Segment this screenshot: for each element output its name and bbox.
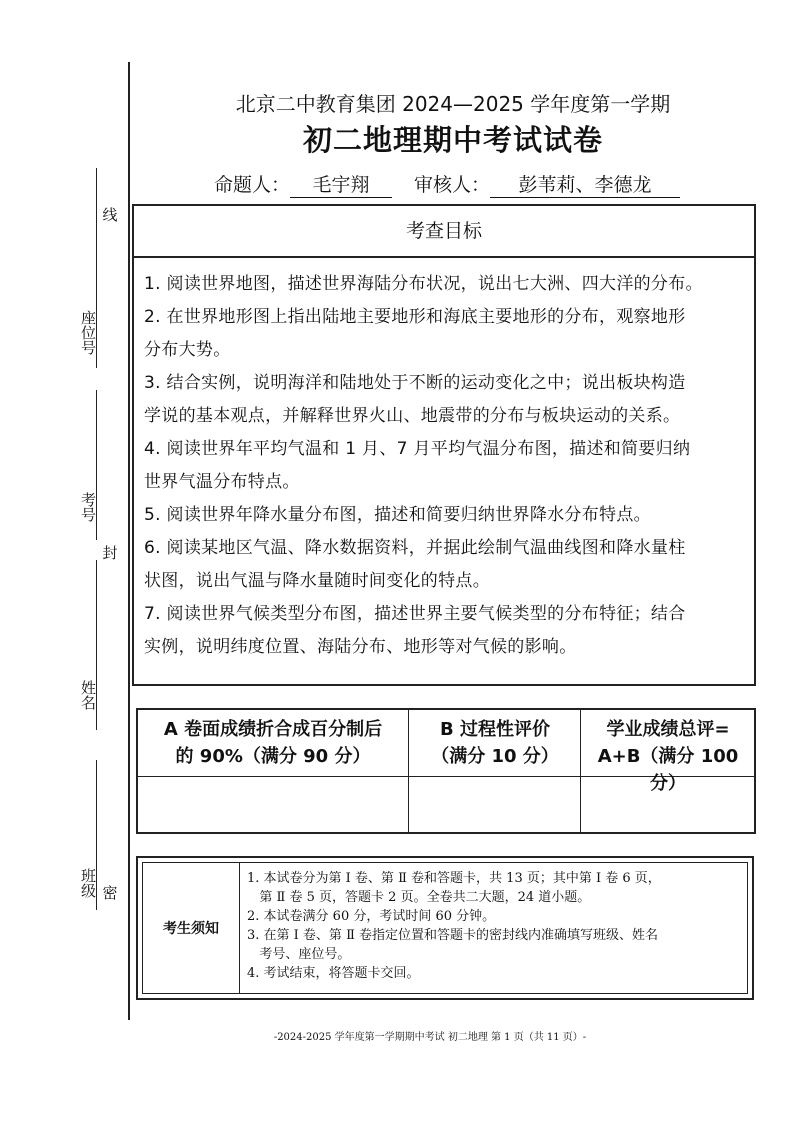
objective-line: 世界气温分布特点。	[144, 472, 300, 492]
name-label: 姓名	[79, 680, 97, 710]
notice-line: 考号、座位号。	[247, 947, 351, 962]
objective-line: 学说的基本观点，并解释世界火山、地震带的分布与板块运动的关系。	[144, 406, 681, 426]
score-cell-b[interactable]	[410, 778, 580, 832]
objective-line: 7. 阅读世界气候类型分布图，描述世界主要气候类型的分布特征；结合	[144, 604, 686, 624]
score-header-b	[410, 716, 580, 770]
seal-char-secret: 密	[102, 884, 118, 902]
authors-line	[214, 170, 680, 198]
page-footer: -2024-2025 学年度第一学期期中考试 初二地理 第 1 页（共 11 页）-	[273, 1032, 587, 1043]
score-header-a-line1: A 卷面成绩折合成百分制后	[163, 719, 383, 740]
objective-line: 3. 结合实例，说明海洋和陆地处于不断的运动变化之中；说出板块构造	[144, 373, 686, 393]
class-label: 班级	[79, 868, 97, 898]
reviewer-label: 审核人：	[414, 174, 491, 196]
score-cell-total[interactable]	[582, 778, 754, 832]
notice-inner-frame	[142, 862, 748, 994]
notice-list	[247, 869, 661, 983]
objective-line: 状图，说出气温与降水量随时间变化的特点。	[144, 571, 490, 591]
score-header-c-line2: A+B（满分 100 分）	[597, 746, 739, 794]
score-header-a-line2: 的 90%（满分 90 分）	[175, 746, 371, 767]
seal-char-seal: 封	[102, 544, 118, 562]
score-header-c-line1: 学业成绩总评=	[606, 719, 730, 740]
objective-line: 5. 阅读世界年降水量分布图，描述和简要归纳世界降水分布特点。	[144, 505, 651, 525]
seal-line	[128, 62, 130, 1020]
reviewer-names: 彭苇莉、李德龙	[490, 170, 680, 198]
objectives-title: 考查目标	[134, 206, 754, 258]
table-divider	[580, 710, 581, 832]
school-title: 北京二中教育集团 2024—2025 学年度第一学期	[235, 92, 671, 116]
score-header-b-line2: （满分 10 分）	[431, 746, 559, 767]
score-header-b-line1: B 过程性评价	[440, 719, 550, 740]
exam-no-label: 考号	[79, 492, 97, 522]
author-name: 毛宇翔	[290, 170, 392, 198]
objective-line: 分布大势。	[144, 340, 231, 360]
notice-label: 考生须知	[143, 863, 240, 993]
seat-label: 座位号	[79, 310, 97, 355]
score-cell-a[interactable]	[138, 778, 408, 832]
score-header-a	[138, 716, 408, 770]
objectives-list	[144, 268, 750, 664]
objective-line: 4. 阅读世界年平均气温和 1 月、7 月平均气温分布图，描述和简要归纳	[144, 439, 691, 459]
author-label: 命题人：	[214, 174, 291, 196]
objectives-box	[132, 204, 756, 686]
objective-line: 实例，说明纬度位置、海陆分布、地形等对气候的影响。	[144, 637, 577, 657]
score-table	[136, 708, 756, 834]
candidate-notice	[136, 856, 754, 1000]
table-divider	[408, 710, 409, 832]
objective-line: 1. 阅读世界地图，描述世界海陆分布状况，说出七大洲、四大洋的分布。	[144, 274, 703, 294]
notice-line: 3. 在第 Ⅰ 卷、第 Ⅱ 卷指定位置和答题卡的密封线内准确填写班级、姓名	[247, 928, 659, 943]
exam-title: 初二地理期中考试试卷	[302, 123, 603, 157]
objective-line: 2. 在世界地形图上指出陆地主要地形和海底主要地形的分布，观察地形	[144, 307, 686, 327]
notice-line: 1. 本试卷分为第 Ⅰ 卷、第 Ⅱ 卷和答题卡，共 13 页；其中第 Ⅰ 卷 6 页，	[247, 871, 661, 886]
notice-line: 第 Ⅱ 卷 5 页，答题卡 2 页。全卷共二大题，24 道小题。	[247, 890, 591, 905]
notice-line: 2. 本试卷满分 60 分，考试时间 60 分钟。	[247, 909, 496, 924]
seal-char-line: 线	[102, 206, 118, 224]
objective-line: 6. 阅读某地区气温、降水数据资料，并据此绘制气温曲线图和降水量柱	[144, 538, 686, 558]
notice-line: 4. 考试结束，将答题卡交回。	[247, 966, 420, 981]
